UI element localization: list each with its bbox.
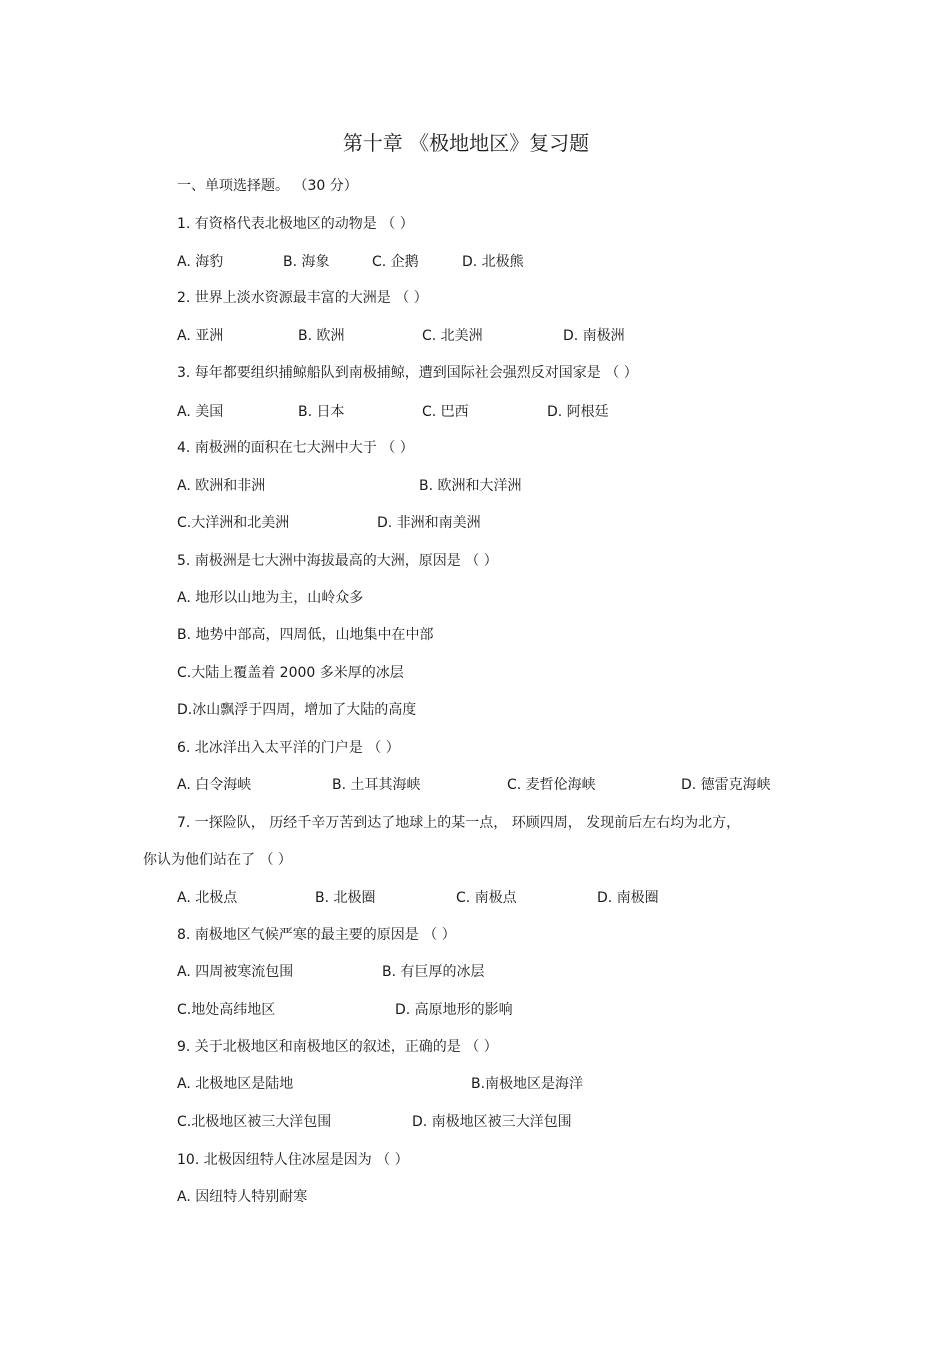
question-1-option-c: C. 企鹅: [372, 254, 419, 270]
question-6-option-d: D. 德雷克海峡: [681, 777, 771, 793]
question-6-option-a: A. 白令海峡: [177, 777, 252, 793]
question-6-option-c: C. 麦哲伦海峡: [507, 777, 596, 793]
question-7-stem-continued: 你认为他们站在了 （ ）: [143, 852, 292, 868]
question-9-option-a: A. 北极地区是陆地: [177, 1076, 294, 1092]
question-8-option-a: A. 四周被寒流包围: [177, 964, 294, 980]
question-2-stem: 2. 世界上淡水资源最丰富的大洲是 （ ）: [177, 290, 428, 306]
question-3-option-d: D. 阿根廷: [547, 404, 609, 420]
question-8-stem: 8. 南极地区气候严寒的最主要的原因是 （ ）: [177, 927, 456, 943]
question-3-stem: 3. 每年都要组织捕鲸船队到南极捕鲸，遭到国际社会强烈反对国家是 （ ）: [177, 365, 638, 381]
question-4-option-a: A. 欧洲和非洲: [177, 478, 266, 494]
question-7-stem: 7. 一探险队， 历经千辛万苦到达了地球上的某一点， 环顾四周， 发现前后左右均为北方，: [177, 815, 741, 831]
question-4-option-c: C.大洋洲和北美洲: [177, 515, 290, 531]
question-2-option-b: B. 欧洲: [298, 328, 345, 344]
question-7-option-d: D. 南极圈: [597, 890, 659, 906]
question-4-option-b: B. 欧洲和大洋洲: [419, 478, 522, 494]
question-3-option-a: A. 美国: [177, 404, 224, 420]
question-2-option-a: A. 亚洲: [177, 328, 224, 344]
question-8-option-d: D. 高原地形的影响: [395, 1002, 513, 1018]
question-7-option-c: C. 南极点: [456, 890, 517, 906]
question-1-stem: 1. 有资格代表北极地区的动物是 （ ）: [177, 216, 414, 232]
question-10-stem: 10. 北极因纽特人住冰屋是因为 （ ）: [177, 1152, 409, 1168]
question-5-stem: 5. 南极洲是七大洲中海拔最高的大洲，原因是 （ ）: [177, 553, 498, 569]
question-5-option-a: A. 地形以山地为主，山岭众多: [177, 590, 364, 606]
question-2-option-c: C. 北美洲: [422, 328, 483, 344]
question-7-option-b: B. 北极圈: [315, 890, 376, 906]
question-9-option-d: D. 南极地区被三大洋包围: [412, 1114, 572, 1130]
question-1-option-d: D. 北极熊: [462, 254, 524, 270]
question-3-option-b: B. 日本: [298, 404, 345, 420]
question-8-option-c: C.地处高纬地区: [177, 1002, 276, 1018]
question-3-option-c: C. 巴西: [422, 404, 469, 420]
question-6-stem: 6. 北冰洋出入太平洋的门户是 （ ）: [177, 740, 400, 756]
question-9-option-b: B.南极地区是海洋: [471, 1076, 584, 1092]
question-9-option-c: C.北极地区被三大洋包围: [177, 1114, 332, 1130]
question-5-option-c: C.大陆上覆盖着 2000 多米厚的冰层: [177, 665, 404, 681]
question-1-option-b: B. 海象: [283, 254, 330, 270]
question-7-option-a: A. 北极点: [177, 890, 238, 906]
section-heading: 一、单项选择题。 （30 分）: [177, 178, 358, 194]
question-6-option-b: B. 土耳其海峡: [332, 777, 421, 793]
question-10-option-a: A. 因纽特人特别耐寒: [177, 1189, 308, 1205]
question-4-option-d: D. 非洲和南美洲: [377, 515, 481, 531]
question-5-option-b: B. 地势中部高，四周低，山地集中在中部: [177, 627, 434, 643]
question-1-option-a: A. 海豹: [177, 254, 224, 270]
question-4-stem: 4. 南极洲的面积在七大洲中大于 （ ）: [177, 440, 414, 456]
page-title: 第十章 《极地地区》复习题: [342, 131, 590, 155]
question-9-stem: 9. 关于北极地区和南极地区的叙述，正确的是 （ ）: [177, 1039, 498, 1055]
question-2-option-d: D. 南极洲: [563, 328, 625, 344]
question-8-option-b: B. 有巨厚的冰层: [382, 964, 485, 980]
question-5-option-d: D.冰山飘浮于四周，增加了大陆的高度: [177, 702, 417, 718]
